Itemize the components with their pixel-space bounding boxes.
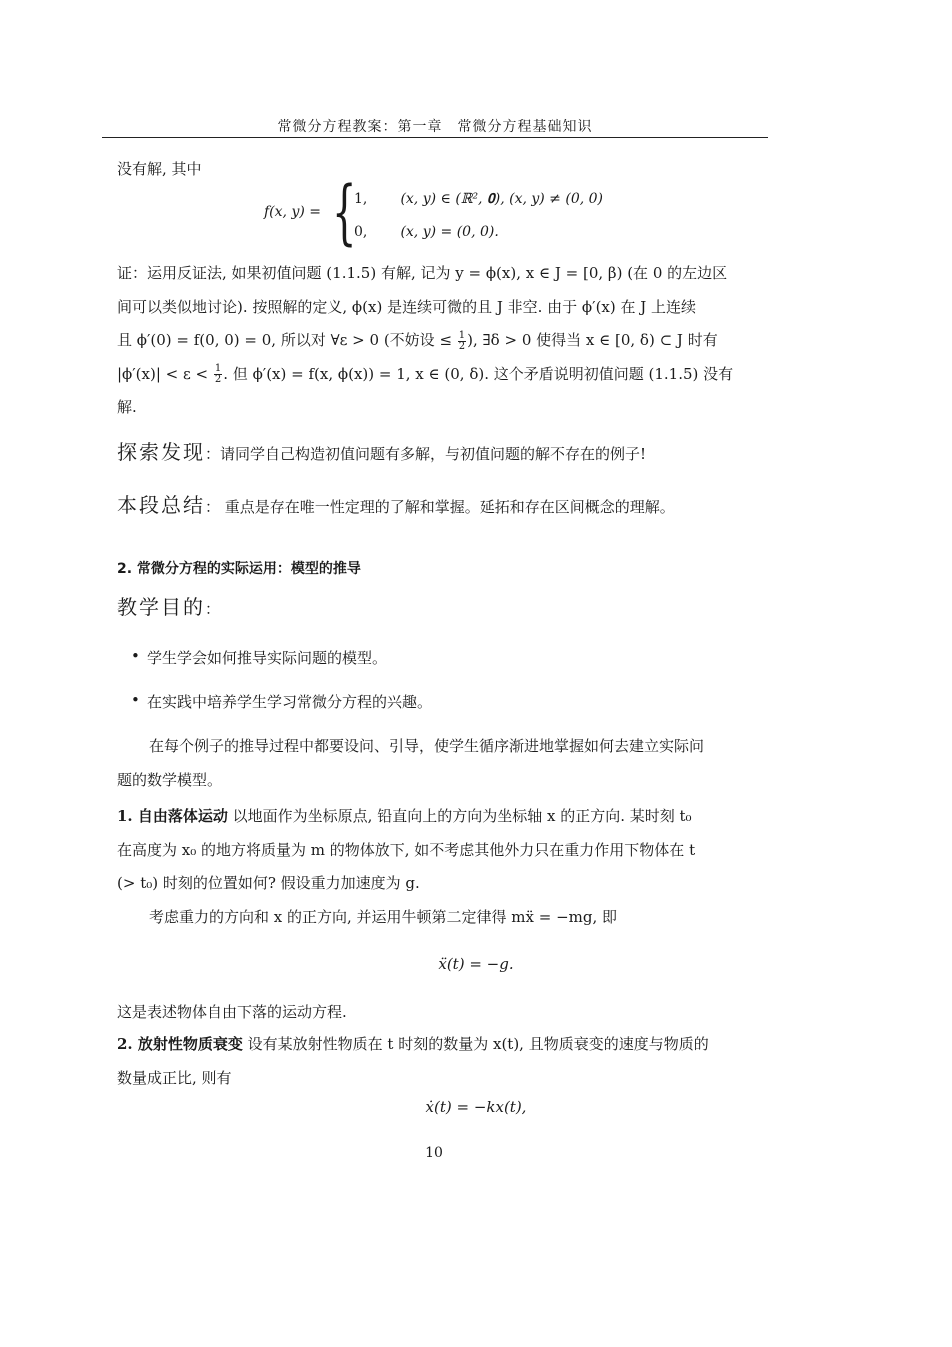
piecewise-row-1	[354, 191, 603, 207]
proof-line-4b: . 但 ϕ′(x) = f(x, ϕ(x)) = 1, x ∈ (0, δ). 这个矛盾说明初值问题 (1.1.5) 没有	[223, 364, 734, 383]
goals-label: 教学目的	[117, 595, 205, 619]
fraction-denominator: 2	[458, 340, 466, 352]
summary-text: ： 重点是存在唯一性定理的了解和掌握。延拓和存在区间概念的理解。	[205, 498, 675, 516]
fraction-half	[458, 331, 466, 352]
fraction-numerator-2: 1	[214, 363, 222, 374]
list-item: • 学生学会如何推导实际问题的模型。	[117, 647, 432, 671]
proof-line-1: 证：运用反证法, 如果初值问题 (1.1.5) 有解, 记为 y = ϕ(x), x ∈ J = [0, β) (在 0 的左边区	[117, 264, 728, 282]
proof-line-4a: |ϕ′(x)| < ε <	[117, 364, 213, 383]
decay-line-1	[117, 1028, 768, 1062]
left-brace: {	[332, 171, 357, 253]
proof-line-5: 解.	[117, 398, 137, 416]
proof-line-4	[117, 358, 768, 392]
header-rule	[102, 137, 768, 138]
piecewise-definition	[264, 171, 664, 253]
decay-text-1: 设有某放射性物质在 t 时刻的数量为 x(t), 且物质衰变的速度与物质的	[242, 1035, 709, 1053]
section-heading: 2. 常微分方程的实际运用：模型的推导	[117, 561, 361, 577]
proof-paragraph	[117, 257, 768, 425]
free-fall-line-2: 在高度为 x₀ 的地方将质量为 m 的物体放下, 如不考虑其他外力只在重力作用下物体在 t	[117, 840, 696, 859]
example-free-fall	[117, 800, 768, 934]
list-item: • 在实践中培养学生学习常微分方程的兴趣。	[117, 691, 432, 715]
proof-line-3	[117, 324, 768, 358]
piecewise-lhs: f(x, y) =	[264, 204, 321, 220]
example-radioactive-decay	[117, 1028, 768, 1095]
goals-list	[117, 647, 432, 715]
explore-note	[117, 436, 768, 472]
free-fall-line-4: 考虑重力的方向和 x 的正方向, 并运用牛顿第二定律得 mẍ = −mg, 即	[149, 907, 618, 926]
decay-title: 2. 放射性物质衰变	[117, 1035, 243, 1053]
free-fall-title: 1. 自由落体运动	[117, 807, 228, 825]
goals-colon: ：	[205, 600, 221, 618]
fraction-half-2	[214, 364, 222, 385]
decay-line-2: 数量成正比, 则有	[117, 1068, 232, 1087]
row1-value: 1,	[354, 191, 368, 207]
running-header: 常微分方程教案：第一章 常微分方程基础知识	[277, 119, 593, 135]
equation-decay: ẋ(t) = −kx(t),	[425, 1098, 527, 1116]
row2-value: 0,	[354, 224, 368, 240]
summary-label: 本段总结	[117, 493, 205, 517]
free-fall-text-1: 以地面作为坐标原点, 铅直向上的方向为坐标轴 x 的正方向. 某时刻 t₀	[227, 807, 692, 825]
page-number: 10	[425, 1145, 443, 1161]
proof-line-2: 间可以类似地讨论). 按照解的定义, ϕ(x) 是连续可微的且 J 非空. 由于 ϕ′(x) 在 J 上连续	[117, 297, 697, 316]
proof-line-3a: 且 ϕ′(0) = f(0, 0) = 0, 所以对 ∀ε > 0 (不妨设 ≤	[117, 331, 457, 349]
method-line-1: 在每个例子的推导过程中都要设问、引导，使学生循序渐进地掌握如何去建立实际问	[149, 737, 705, 755]
explore-text: ：请同学自己构造初值问题有多解，与初值问题的解不存在的例子!	[205, 445, 647, 463]
free-fall-line-1	[117, 800, 768, 834]
method-paragraph	[117, 730, 768, 797]
method-line-2: 题的数学模型。	[117, 770, 223, 789]
goals-heading	[117, 591, 768, 627]
fraction-denominator-2: 2	[214, 374, 222, 385]
equation-free-fall: ẍ(t) = −g.	[438, 955, 514, 973]
proof-line-3b: ), ∃δ > 0 使得当 x ∈ [0, δ) ⊂ J 时有	[467, 331, 718, 349]
intro-text: 没有解, 其中	[117, 160, 202, 178]
fraction-numerator: 1	[458, 329, 466, 341]
summary-note	[117, 489, 768, 525]
explore-label: 探索发现	[117, 440, 205, 464]
row2-condition: (x, y) = (0, 0).	[400, 224, 499, 240]
piecewise-row-2	[354, 224, 499, 240]
free-fall-conclusion: 这是表述物体自由下落的运动方程.	[117, 1003, 347, 1021]
row1-condition: (x, y) ∈ (ℝ², 𝟎), (x, y) ≠ (0, 0)	[400, 191, 603, 207]
free-fall-line-3: (> t₀) 时刻的位置如何? 假设重力加速度为 g.	[117, 874, 420, 892]
